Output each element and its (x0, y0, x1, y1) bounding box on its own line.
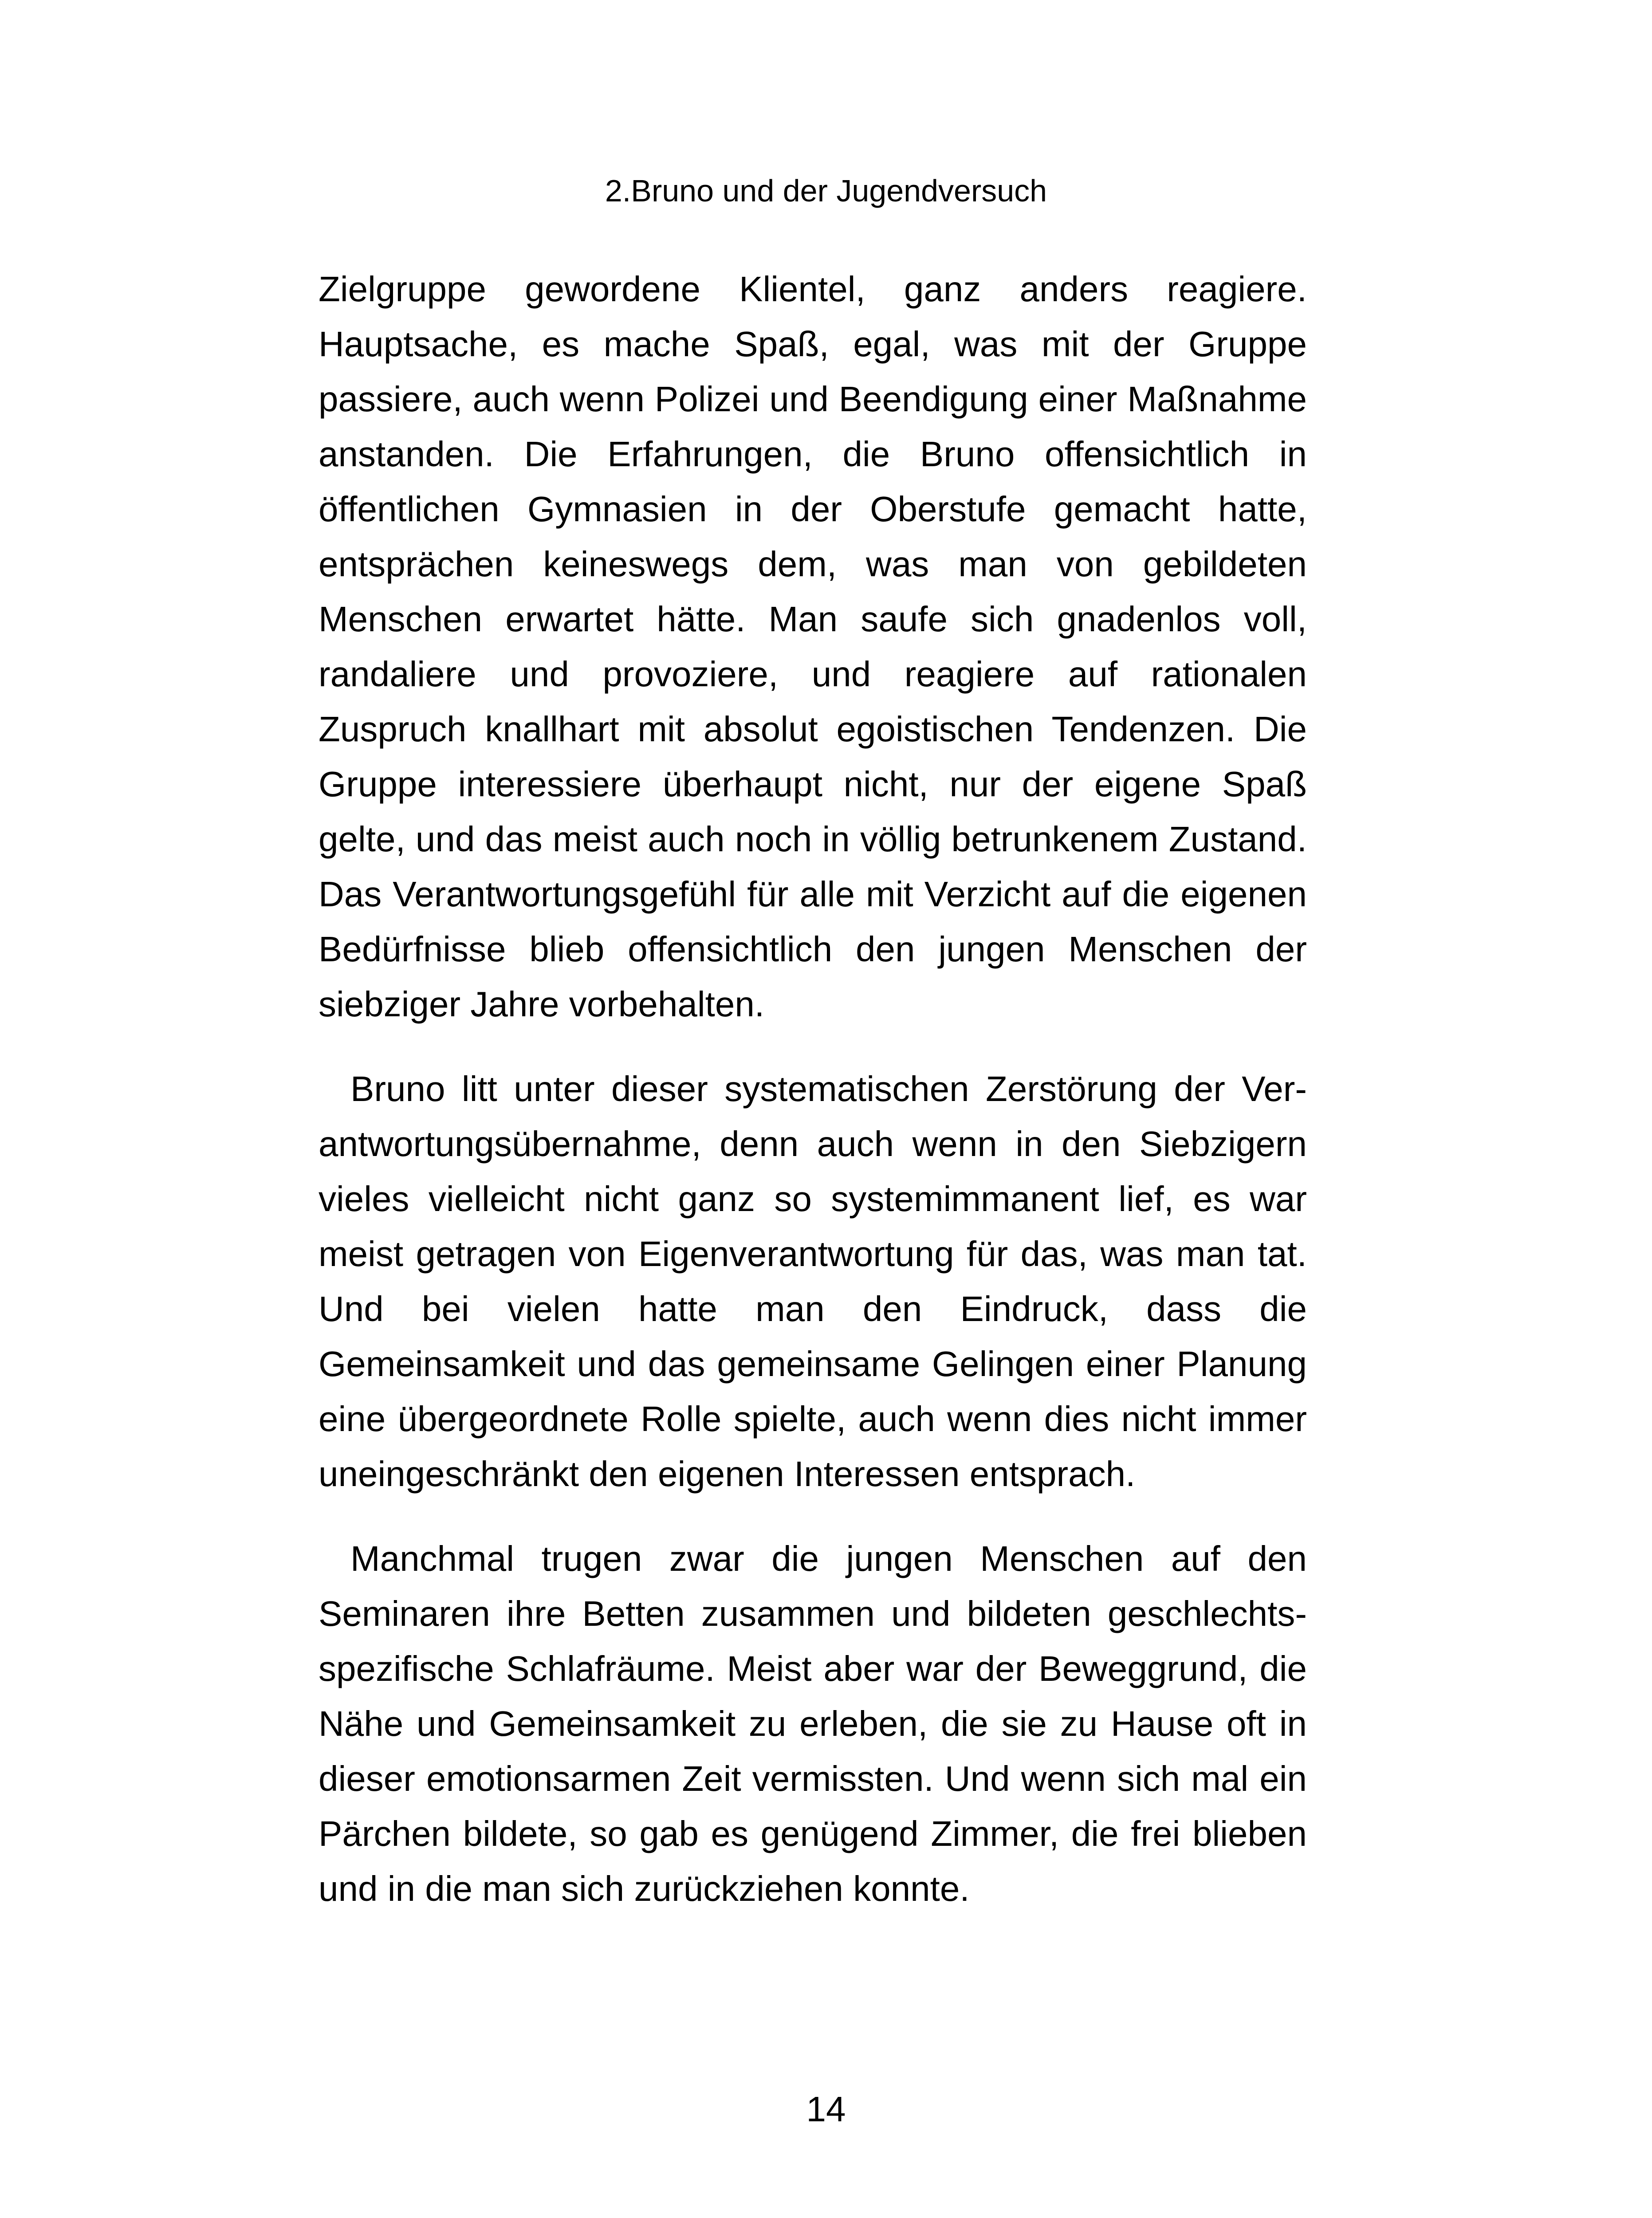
paragraph-2: Bruno litt unter dieser systematischen Zerstörung der Verantwortungsübernahme, denn auch wenn in den Siebzigern vieles vielleicht nicht ganz so systemimmanent lief, es war meist getragen von Eigenverantwortung für das, was man tat. Und bei vielen hatte man den Eindruck, dass die Gemeinsamkeit und das gemeinsame Gelingen einer Planung eine übergeordnete Rolle spielte, auch wenn dies nicht immer uneingeschränkt den eigenen Interessen entsprach. (319, 1069, 1307, 1494)
page-number: 14 (806, 2089, 846, 2129)
running-header-title: 2.Bruno und der Jugendversuch (605, 173, 1047, 208)
paragraph-1: Zielgruppe gewordene Klientel, ganz anders reagiere. Hauptsache, es mache Spaß, egal, was mit der Gruppe passiere, auch wenn Polizei und Beendigung einer Maßnahme anstanden. Die Erfahrungen, die Bruno offensichtlich in öffentlichen Gymnasien in der Oberstufe gemacht hatte, entsprächen keineswegs dem, was man von gebildeten Menschen erwartet hätte. Man saufe sich gnadenlos voll, randaliere und provoziere, und reagiere auf rationalen Zuspruch knallhart mit absolut egoistischen Tendenzen. Die Gruppe interessiere überhaupt nicht, nur der eigene Spaß gelte, und das meist auch noch in völlig betrunkenem Zustand. Das Verantwortungsgefühl für alle mit Verzicht auf die eigenen Bedürfnisse blieb offensichtlich den jungen Menschen der siebziger Jahre vorbehalten. (319, 269, 1307, 1024)
page-body-text (319, 262, 1307, 1916)
paragraph-3: Manchmal trugen zwar die jungen Menschen auf den Seminaren ihre Betten zusammen und bildeten geschlechtsspezifische Schlafräume. Meist aber war der Beweggrund, die Nähe und Gemeinsamkeit zu erleben, die sie zu Hause oft in dieser emotionsarmen Zeit vermissten. Und wenn sich mal ein Pärchen bildete, so gab es genügend Zimmer, die frei blieben und in die man sich zurückziehen konnte. (319, 1539, 1307, 1908)
